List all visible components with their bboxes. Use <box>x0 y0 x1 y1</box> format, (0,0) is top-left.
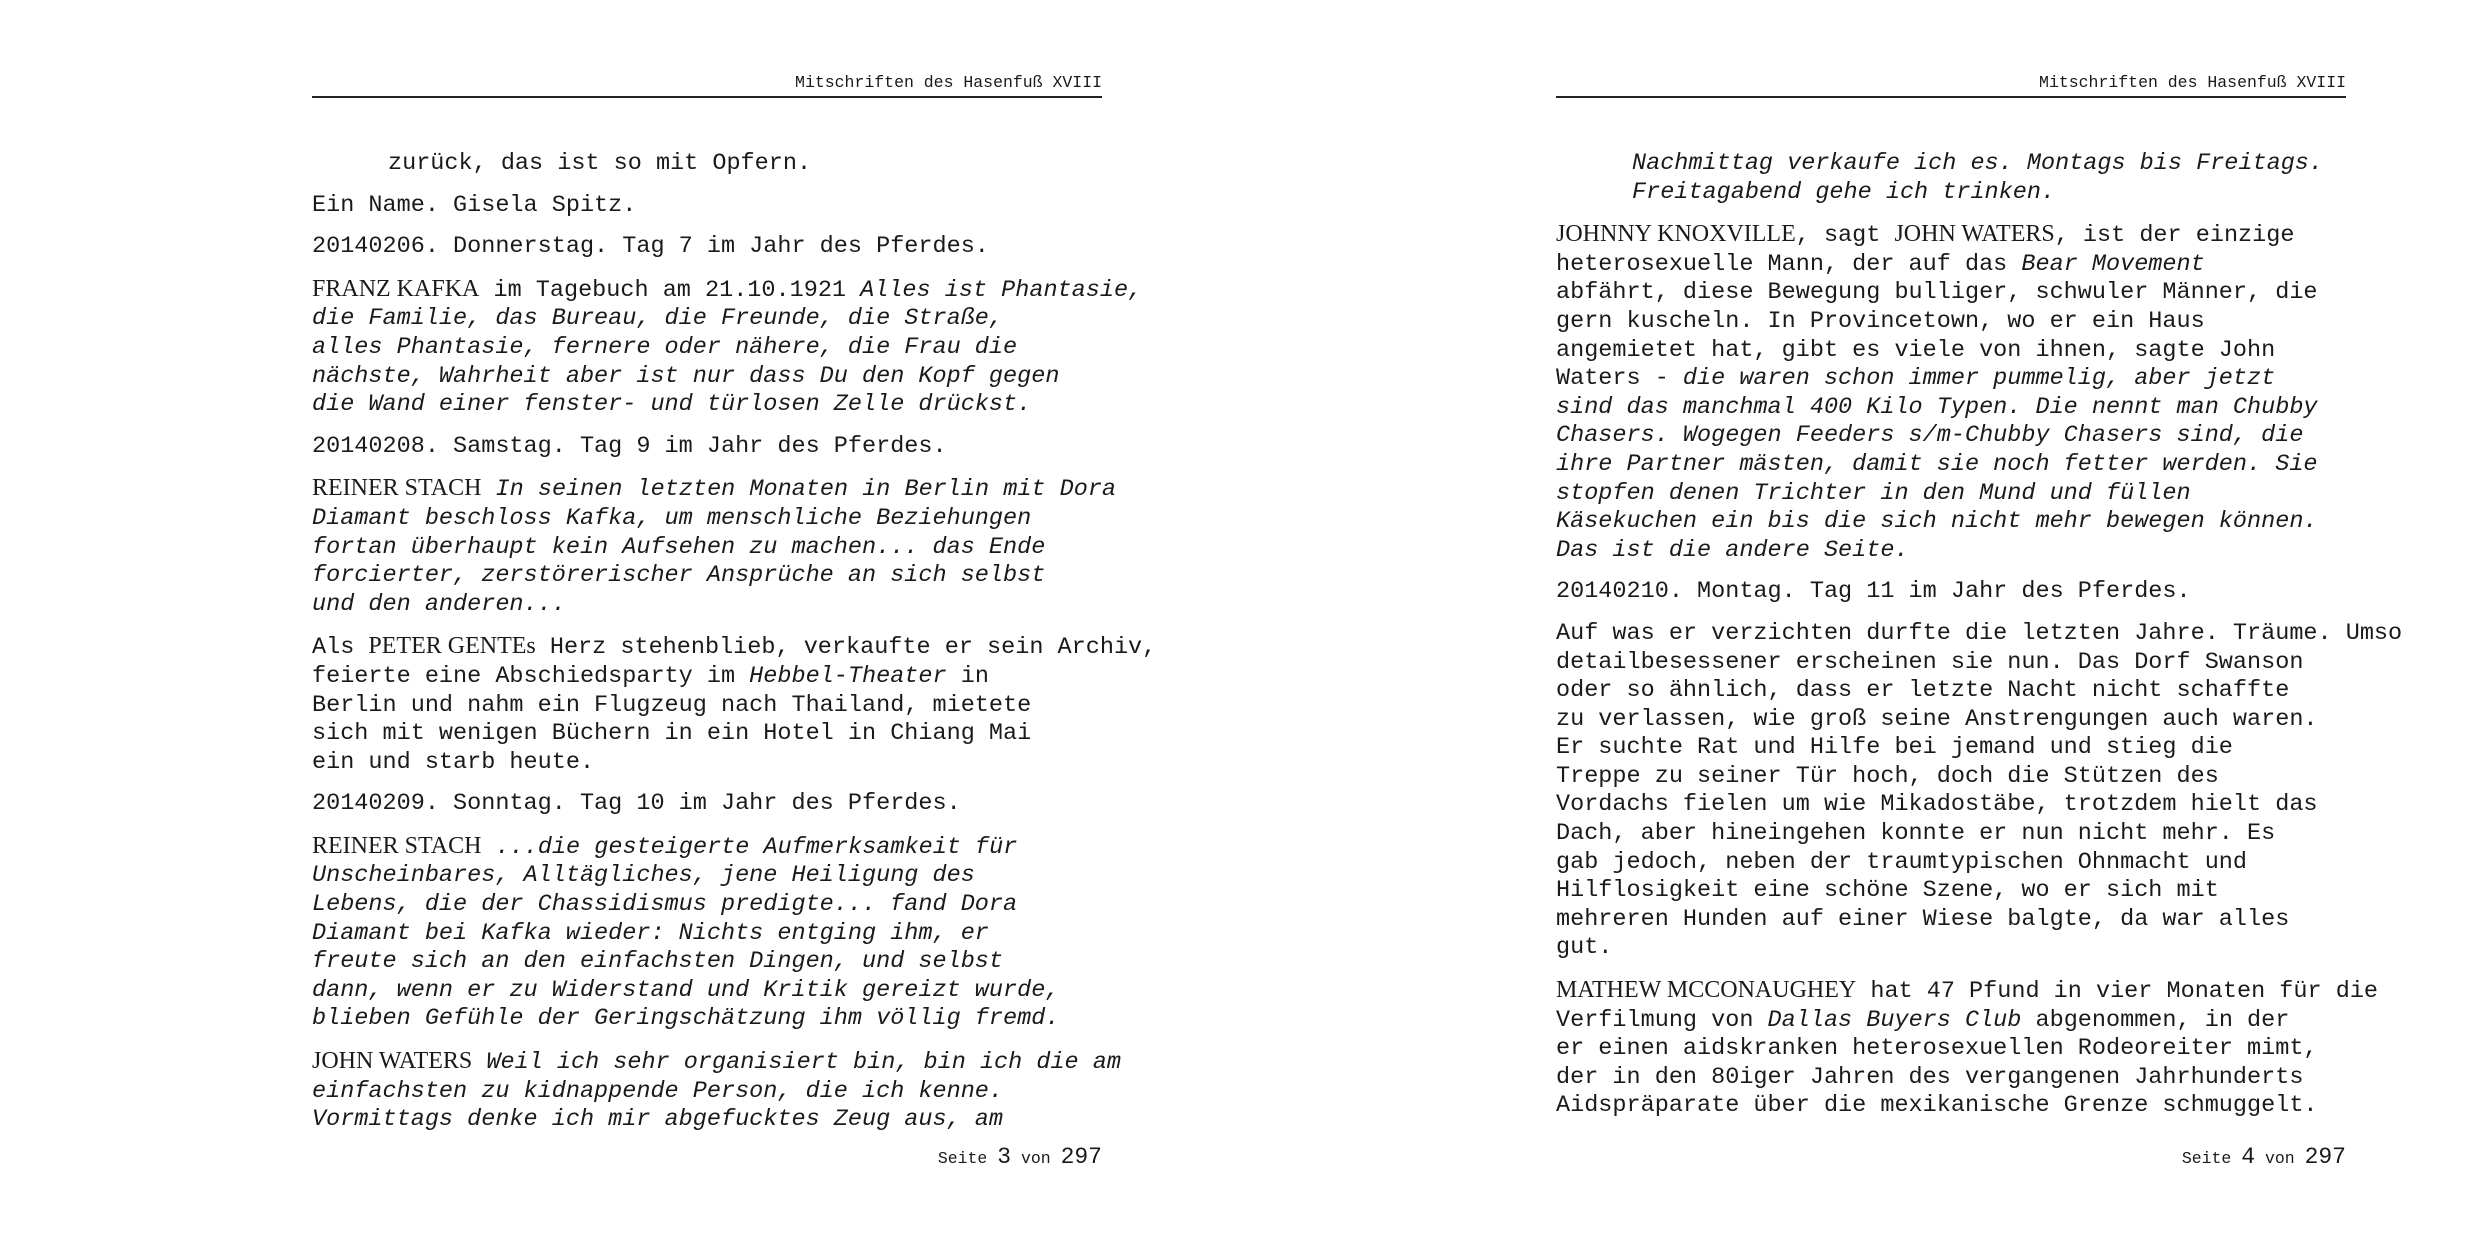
text-segment <box>472 1049 486 1076</box>
person-name: REINER STACH <box>312 475 482 502</box>
text-line <box>312 305 1102 334</box>
person-name: JOHN WATERS <box>1894 221 2055 248</box>
text-segment: Berlin und nahm ein Flugzeug nach Thailand, mietete <box>312 691 1032 719</box>
text-segment: Er suchte Rat und Hilfe bei jemand und stieg die <box>1556 734 2233 762</box>
person-name: MATHEW MCCONAUGHEY <box>1556 977 1857 1004</box>
text-segment: im Tagebuch am 21.10.1921 <box>479 276 861 304</box>
text-segment: Waters - <box>1556 365 1683 393</box>
text-segment: abgenommen, in der <box>2021 1006 2290 1034</box>
text-line <box>1556 934 2346 963</box>
text-segment: feierte eine Abschiedsparty im <box>312 662 750 690</box>
text-segment: detailbesessener erscheinen sie nun. Das Dorf Swanson <box>1556 648 2304 676</box>
footer-seite: Seite <box>937 1149 988 1168</box>
footer-seite: Seite <box>2181 1149 2232 1168</box>
right-page <box>1556 0 2403 1240</box>
text-line <box>312 391 1102 420</box>
text-line <box>312 720 1102 749</box>
text-segment: ein und starb heute. <box>312 748 595 776</box>
text-segment: zurück, das ist so mit Opfern. <box>388 150 812 177</box>
quote-text: ihre Partner mästen, damit sie noch fetter werden. Sie <box>1556 450 2318 478</box>
quote-text: Lebens, die der Chassidismus predigte... fand Dora <box>312 891 1018 919</box>
text-line <box>1556 508 2346 537</box>
paragraph <box>1556 578 2346 607</box>
text-line <box>312 1077 1102 1107</box>
text-segment: angemietet hat, gibt es viele von ihnen, sagte John <box>1556 336 2276 364</box>
page-total: 297 <box>1060 1144 1102 1170</box>
text-line <box>1556 450 2346 480</box>
text-line <box>312 433 1102 462</box>
quote-text: die Familie, das Bureau, die Freunde, die Straße, <box>312 305 1004 333</box>
quote-text: Freitagabend gehe ich trinken. <box>1632 178 2056 206</box>
text-segment: hat 47 Pfund in vier Monaten für die <box>1856 978 2379 1006</box>
text-segment: zu verlassen, wie groß seine Anstrengungen auch waren. <box>1556 705 2318 733</box>
page-body <box>312 150 1157 1148</box>
person-name: FRANZ KAFKA <box>312 275 480 302</box>
text-line <box>1556 791 2346 820</box>
text-line <box>1556 393 2346 423</box>
text-line <box>1556 279 2346 308</box>
quote-text: Bear Movement <box>2021 250 2205 278</box>
text-line <box>1556 578 2346 607</box>
page-number: 4 <box>2241 1144 2256 1170</box>
text-segment: gern kuscheln. In Provincetown, wo er ein Haus <box>1556 307 2205 335</box>
text-line <box>1556 820 2346 849</box>
quote-text: alles Phantasie, fernere oder nähere, die Frau die <box>312 333 1018 361</box>
text-segment: 20140208. Samstag. Tag 9 im Jahr des Pferdes. <box>312 432 947 460</box>
text-line <box>1556 905 2346 935</box>
text-segment: 20140206. Donnerstag. Tag 7 im Jahr des Pferdes. <box>312 233 989 261</box>
paragraph <box>312 1047 1121 1135</box>
paragraph <box>312 632 1157 777</box>
text-segment: Verfilmung von <box>1556 1006 1768 1034</box>
text-line <box>1556 1063 2346 1093</box>
text-line <box>1556 250 2346 280</box>
text-line <box>1556 677 2346 706</box>
page-footer <box>938 1144 1102 1170</box>
text-line <box>1556 336 2346 366</box>
quote-text: Käsekuchen ein bis die sich nicht mehr bewegen können. <box>1556 508 2318 536</box>
text-line <box>1556 479 2346 509</box>
text-line <box>312 333 1102 363</box>
quote-text: stopfen denen Trichter in den Mund und füllen <box>1556 479 2191 507</box>
text-line <box>312 533 1102 563</box>
text-segment: 20140209. Sonntag. Tag 10 im Jahr des Pferdes. <box>312 790 961 818</box>
text-line <box>1556 848 2346 878</box>
text-segment: Vordachs fielen um wie Mikadostäbe, trotzdem hielt das <box>1556 791 2318 819</box>
text-line <box>312 662 1102 692</box>
paragraph <box>312 433 1102 462</box>
text-segment: oder so ähnlich, dass er letzte Nacht nicht schaffte <box>1556 677 2290 705</box>
text-segment <box>481 476 495 503</box>
page-number: 3 <box>997 1144 1012 1170</box>
text-segment: Aidspräparate über die mexikanische Grenze schmuggelt. <box>1556 1092 2318 1120</box>
text-segment: Auf was er verzichten durfte die letzten Jahre. Träume. Umso <box>1556 619 2403 647</box>
text-line <box>1556 422 2346 451</box>
person-name: JOHN WATERS <box>312 1048 473 1075</box>
text-segment: Ein Name. Gisela Spitz. <box>312 191 637 219</box>
paragraph <box>1556 976 2379 1121</box>
text-line <box>1556 619 2403 649</box>
quote-text: die Wand einer fenster- und türlosen Zelle drückst. <box>312 391 1032 419</box>
quote-text: Chasers. Wogegen Feeders s/m-Chubby Chasers sind, die <box>1556 422 2304 450</box>
paragraph <box>312 192 1102 221</box>
text-segment: mehreren Hunden auf einer Wiese balgte, da war alles <box>1556 905 2290 933</box>
text-line <box>1556 976 2379 1007</box>
text-line <box>1632 179 2346 208</box>
quote-text: nächste, Wahrheit aber ist nur dass Du den Kopf gegen <box>312 362 1060 390</box>
text-line <box>1556 365 2346 394</box>
quote-text: Hebbel-Theater <box>749 662 947 690</box>
text-line <box>312 832 1102 863</box>
text-line <box>1556 705 2346 735</box>
paragraph <box>312 233 1102 262</box>
paragraph <box>312 790 1102 819</box>
text-line <box>312 275 1143 306</box>
running-header: Mitschriften des Hasenfuß XVIII <box>312 73 1102 98</box>
text-line <box>312 1106 1102 1135</box>
text-line <box>388 150 1102 179</box>
text-line <box>312 1047 1121 1078</box>
footer-von: von <box>2264 1149 2295 1168</box>
text-segment: , ist der einzige <box>2054 222 2295 250</box>
quote-text: die waren schon immer pummelig, aber jetzt <box>1682 365 2276 393</box>
text-line <box>312 862 1102 891</box>
text-line <box>312 948 1102 977</box>
text-line <box>1556 220 2346 251</box>
text-segment: in <box>946 662 989 690</box>
quote-text: fortan überhaupt kein Aufsehen zu machen... das Ende <box>312 533 1046 561</box>
text-segment: Als <box>312 634 369 662</box>
text-line <box>312 562 1102 591</box>
running-header: Mitschriften des Hasenfuß XVIII <box>1556 73 2346 98</box>
person-name: REINER STACH <box>312 832 482 859</box>
quote-text: Weil ich sehr organisiert bin, bin ich die am <box>486 1049 1121 1077</box>
quote-text: sind das manchmal 400 Kilo Typen. Die nennt man Chubby <box>1556 393 2318 421</box>
text-line <box>312 504 1102 534</box>
paragraph <box>1556 619 2403 963</box>
paragraph <box>312 474 1117 619</box>
text-segment <box>481 834 495 861</box>
person-name: PETER GENTEs <box>368 633 536 660</box>
quote-text: Alles ist Phantasie, <box>860 276 1143 304</box>
quote-text: Diamant bei Kafka wieder: Nichts entging ihm, er <box>312 919 989 947</box>
quote-text: In seinen letzten Monaten in Berlin mit Dora <box>495 476 1117 504</box>
paragraph <box>312 275 1143 420</box>
text-line <box>312 474 1117 505</box>
quote-text: Das ist die andere Seite. <box>1556 536 1909 564</box>
text-line <box>1632 150 2346 179</box>
text-line <box>312 632 1157 663</box>
text-line <box>312 919 1102 949</box>
text-segment: Hilflosigkeit eine schöne Szene, wo er sich mit <box>1556 877 2219 905</box>
text-segment: , sagt <box>1795 222 1895 250</box>
quote-text: Dallas Buyers Club <box>1767 1006 2022 1034</box>
text-line <box>312 790 1102 819</box>
text-line <box>1556 536 2346 566</box>
quote-text: und den anderen... <box>312 590 566 618</box>
text-line <box>1556 877 2346 906</box>
page-body <box>1556 150 2403 1134</box>
quote-text: dann, wenn er zu Widerstand und Kritik gereizt wurde, <box>312 976 1060 1004</box>
quote-text: Unscheinbares, Alltägliches, jene Heiligung des <box>312 862 975 890</box>
quote-text: Diamant beschloss Kafka, um menschliche Beziehungen <box>312 504 1032 532</box>
quote-text: einfachsten zu kidnappende Person, die ich kenne. <box>312 1077 1004 1105</box>
person-name: JOHNNY KNOXVILLE <box>1556 221 1796 248</box>
text-segment: Herz stehenblieb, verkaufte er sein Archiv, <box>535 634 1157 662</box>
text-segment: heterosexuelle Mann, der auf das <box>1556 250 2022 278</box>
quote-text: ...die gesteigerte Aufmerksamkeit für <box>495 833 1018 861</box>
text-line <box>1556 734 2346 763</box>
paragraph <box>1556 150 2346 207</box>
text-line <box>312 362 1102 392</box>
text-line <box>312 976 1102 1006</box>
text-line <box>1556 307 2346 337</box>
text-segment: er einen aidskranken heterosexuellen Rodeoreiter mimt, <box>1556 1035 2318 1063</box>
text-line <box>312 590 1102 620</box>
text-segment: Dach, aber hineingehen konnte er nun nicht mehr. Es <box>1556 820 2276 848</box>
text-segment: abfährt, diese Bewegung bulliger, schwuler Männer, die <box>1556 279 2318 307</box>
quote-text: forcierter, zerstörerischer Ansprüche an sich selbst <box>312 562 1046 590</box>
text-line <box>312 233 1102 262</box>
quote-text: blieben Gefühle der Geringschätzung ihm völlig fremd. <box>312 1005 1060 1033</box>
text-segment: gab jedoch, neben der traumtypischen Ohnmacht und <box>1556 848 2248 876</box>
text-segment: gut. <box>1556 934 1613 962</box>
quote-text: Vormittags denke ich mir abgefucktes Zeug aus, am <box>312 1106 1004 1134</box>
text-segment: 20140210. Montag. Tag 11 im Jahr des Pferdes. <box>1556 578 2191 606</box>
text-line <box>312 1005 1102 1034</box>
quote-text: freute sich an den einfachsten Dingen, und selbst <box>312 948 1004 976</box>
paragraph <box>1556 220 2346 565</box>
page-footer <box>2182 1144 2346 1170</box>
text-line <box>1556 762 2346 792</box>
text-line <box>1556 1035 2346 1064</box>
quote-text: Nachmittag verkaufe ich es. Montags bis Freitags. <box>1632 150 2324 177</box>
text-segment: sich mit wenigen Büchern in ein Hotel in Chiang Mai <box>312 720 1032 748</box>
text-line <box>1556 1092 2346 1121</box>
text-line <box>312 748 1102 778</box>
footer-von: von <box>1020 1149 1051 1168</box>
text-line <box>1556 1006 2346 1036</box>
page-total: 297 <box>2304 1144 2346 1170</box>
paragraph <box>312 832 1102 1034</box>
paragraph <box>312 150 1102 179</box>
text-line <box>312 891 1102 920</box>
text-segment: der in den 80iger Jahren des vergangenen Jahrhunderts <box>1556 1063 2304 1091</box>
text-line <box>312 192 1102 221</box>
left-page <box>312 0 1157 1240</box>
text-segment: Treppe zu seiner Tür hoch, doch die Stützen des <box>1556 762 2219 790</box>
text-line <box>1556 648 2346 678</box>
text-line <box>312 691 1102 721</box>
